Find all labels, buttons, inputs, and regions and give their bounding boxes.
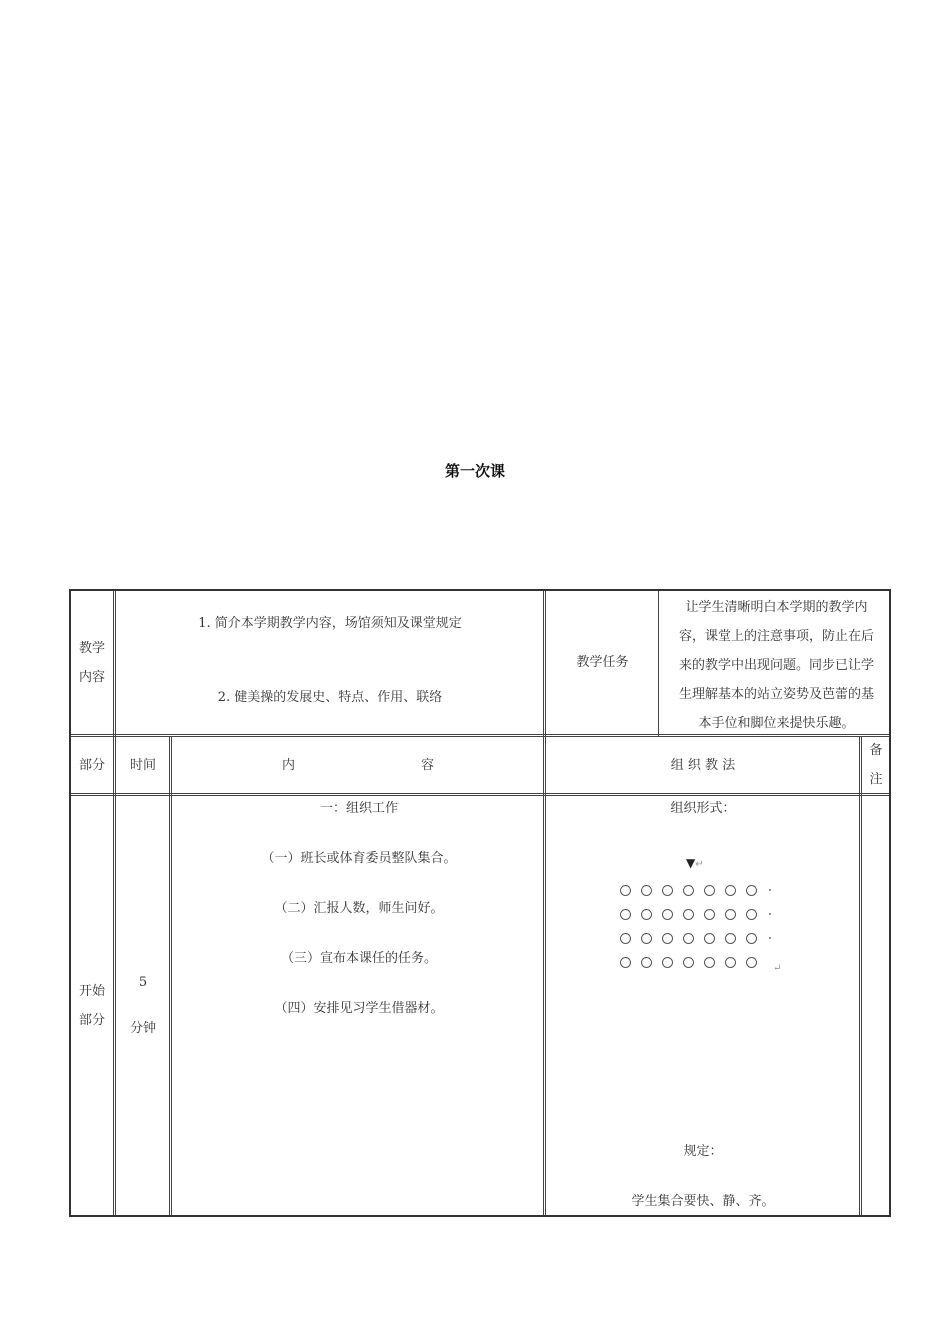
teacher-triangle-icon: ▼↵ xyxy=(686,856,704,870)
table-divider xyxy=(543,591,546,1215)
header-remark: 备 注 xyxy=(869,743,883,787)
table-divider xyxy=(113,591,116,1215)
content-item: （三）宣布本课任的任务。 xyxy=(280,951,437,966)
header-method: 组 织 教 法 xyxy=(670,757,736,773)
part-start: 开始 部分 xyxy=(78,983,105,1028)
time-start: 5 分钟 xyxy=(129,974,156,1036)
task-description: 让学生清晰明白本学期的教学内 容，课堂上的注意事项，防止在后 来的教学中出现问题。同步已让学 生理解基本的站立姿势及芭蕾的基 本手位和脚位来提快乐趣。 xyxy=(678,600,874,731)
content-item: （一）班长或体育委员整队集合。 xyxy=(261,851,457,866)
formation-row xyxy=(620,882,771,898)
formation-row xyxy=(620,930,771,946)
table-divider xyxy=(658,591,659,736)
rule-text: 学生集合要快、静、齐。 xyxy=(631,1193,775,1209)
content-item: 2. 健美操的发展史、特点、作用、联络 xyxy=(217,690,443,705)
table-divider xyxy=(169,736,172,1215)
formation-row xyxy=(620,906,771,922)
return-mark-icon: ↵ xyxy=(695,859,704,870)
org-method xyxy=(547,798,859,820)
rule-label: 规定： xyxy=(683,1143,723,1159)
return-mark-icon: ↵ xyxy=(773,963,782,974)
formation-row xyxy=(620,954,767,970)
teaching-content-list xyxy=(117,612,543,710)
content-item: 一：组织工作 xyxy=(319,801,398,816)
row-label-teaching-content: 教学 内容 xyxy=(78,640,105,685)
start-content-list xyxy=(175,798,543,1048)
org-title: 组织形式： xyxy=(670,801,736,816)
table-divider xyxy=(859,736,862,1215)
header-time: 时间 xyxy=(129,757,156,773)
task-label: 教学任务 xyxy=(576,655,629,670)
content-item: （二）汇报人数，师生问好。 xyxy=(274,901,444,916)
page-title: 第一次课 xyxy=(444,462,505,480)
header-part: 部分 xyxy=(78,757,105,773)
content-item: （四）安排见习学生借器材。 xyxy=(274,1001,444,1016)
content-item: 1. 简介本学期教学内容，场馆须知及课堂规定 xyxy=(198,616,462,631)
header-content: 内 容 xyxy=(281,757,435,773)
table-divider xyxy=(71,793,889,796)
